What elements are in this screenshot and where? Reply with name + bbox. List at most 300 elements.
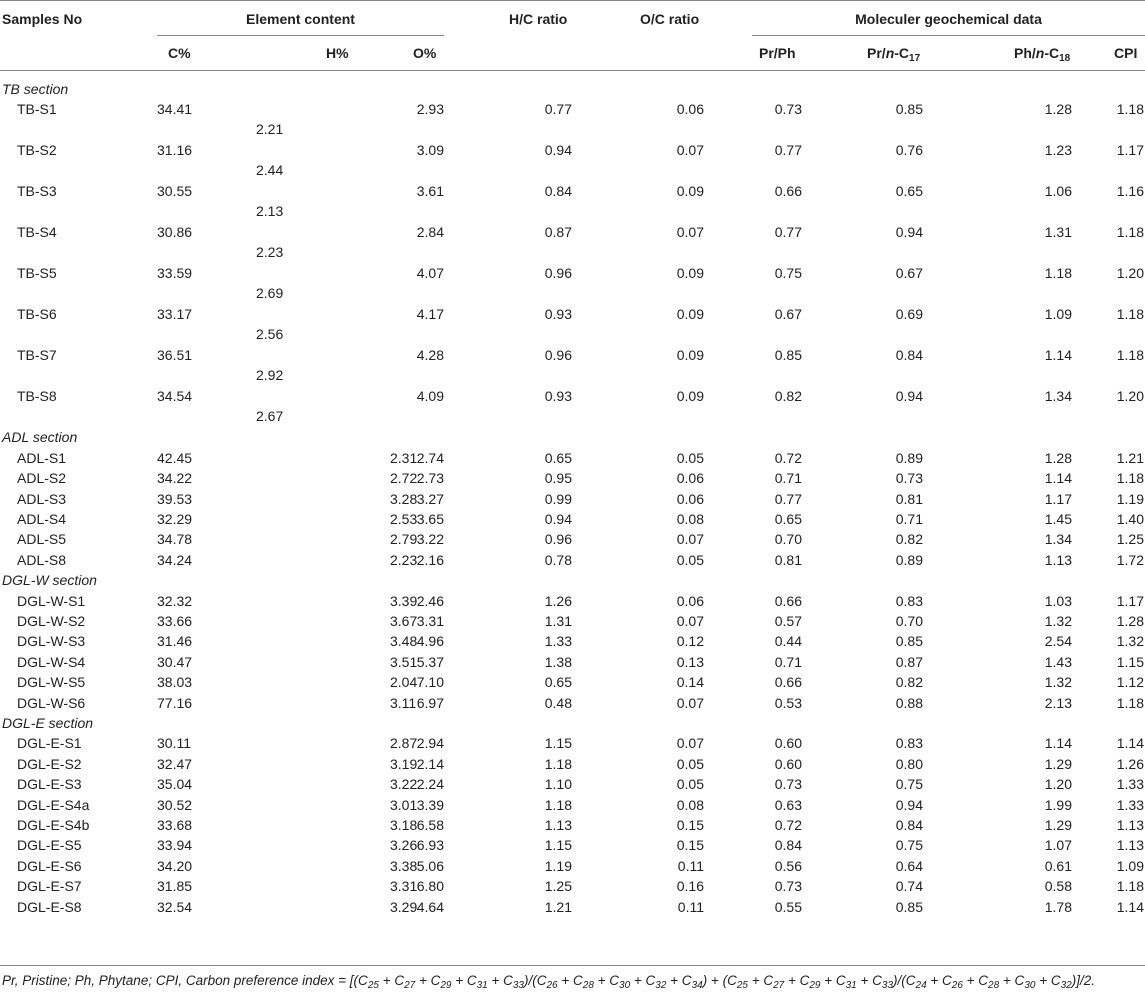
footnote-subscript: 29 bbox=[809, 980, 821, 991]
cell-o-pct: 4.96 bbox=[416, 633, 444, 650]
cell-cpi: 1.13 bbox=[1116, 817, 1144, 833]
cell-ph-n-c18: 2.13 bbox=[1044, 694, 1072, 711]
cell-cpi: 1.26 bbox=[1116, 755, 1144, 772]
cell-hc-ratio: 1.13 bbox=[544, 817, 572, 833]
footnote-subscript: 34 bbox=[691, 980, 703, 991]
cell-c-pct: 34.20 bbox=[157, 857, 193, 874]
footnote-text: + C bbox=[962, 973, 989, 988]
cell-ph-n-c18: 1.34 bbox=[1044, 388, 1072, 405]
cell-oc-ratio: 0.15 bbox=[676, 817, 704, 833]
footnote-subscript: 28 bbox=[988, 980, 1000, 991]
cell-pr-n-c17: 0.80 bbox=[895, 755, 923, 772]
cell-oc-ratio: 0.09 bbox=[676, 347, 704, 364]
cell-ph-n-c18: 1.09 bbox=[1044, 306, 1072, 323]
footnote-text: + C bbox=[747, 973, 774, 988]
cell-c-pct: 39.53 bbox=[157, 490, 193, 507]
footnote-subscript: 32 bbox=[1060, 980, 1072, 991]
element-content-underline bbox=[157, 35, 444, 36]
cell-h-pct: 3.28 bbox=[390, 490, 418, 507]
cell-pr-n-c17: 0.94 bbox=[895, 388, 923, 405]
cell-o-pct: 2.16 bbox=[416, 551, 444, 568]
cell-o-pct: 2.74 bbox=[416, 449, 444, 466]
cell-hc-ratio: 0.65 bbox=[544, 674, 572, 691]
sample-id: ADL-S1 bbox=[17, 449, 67, 466]
cell-cpi: 1.25 bbox=[1116, 531, 1144, 548]
cell-cpi: 1.19 bbox=[1116, 490, 1144, 507]
sample-id: DGL-W-S6 bbox=[17, 694, 86, 711]
cell-pr-ph: 0.75 bbox=[774, 265, 802, 282]
section-title: DGL-W section bbox=[2, 572, 97, 589]
footnote-text: + C bbox=[926, 973, 952, 988]
cell-o-pct: 3.61 bbox=[416, 183, 444, 200]
cell-hc-ratio: 1.15 bbox=[544, 735, 572, 752]
cell-cpi: 1.17 bbox=[1116, 592, 1144, 609]
header-element-content: Element content bbox=[246, 11, 355, 27]
cell-oc-ratio: 0.06 bbox=[676, 470, 704, 487]
cell-c-pct: 30.52 bbox=[157, 796, 193, 813]
cell-pr-n-c17: 0.94 bbox=[895, 796, 923, 813]
header-c-pct: C% bbox=[168, 45, 191, 61]
cell-ph-n-c18: 1.07 bbox=[1044, 837, 1072, 854]
cell-hc-ratio: 0.78 bbox=[544, 551, 572, 568]
cell-oc-ratio: 0.06 bbox=[676, 101, 704, 118]
cell-pr-n-c17: 0.75 bbox=[895, 837, 923, 854]
cell-o-pct: 3.22 bbox=[416, 531, 444, 548]
cell-pr-ph: 0.53 bbox=[774, 694, 802, 711]
cell-h-pct: 3.11 bbox=[390, 694, 417, 711]
cell-cpi: 1.40 bbox=[1116, 511, 1144, 527]
cell-c-pct: 30.86 bbox=[157, 224, 193, 241]
cell-o-pct: 3.65 bbox=[416, 511, 444, 527]
cell-h-pct: 2.13 bbox=[256, 203, 284, 220]
cell-ph-n-c18: 1.32 bbox=[1044, 674, 1072, 691]
cell-ph-n-c18: 1.28 bbox=[1044, 101, 1072, 118]
cell-o-pct: 3.27 bbox=[416, 490, 444, 507]
cell-c-pct: 34.24 bbox=[157, 551, 193, 568]
cell-oc-ratio: 0.07 bbox=[676, 224, 704, 241]
cell-hc-ratio: 0.94 bbox=[544, 511, 572, 527]
cell-c-pct: 38.03 bbox=[157, 674, 193, 691]
cell-h-pct: 2.04 bbox=[390, 674, 418, 691]
footnote-text: + C bbox=[451, 973, 477, 988]
cell-h-pct: 3.26 bbox=[390, 837, 418, 854]
sample-id: DGL-E-S3 bbox=[17, 776, 82, 793]
header-pr-n-c17: $Pr/n-C_{17}$ bbox=[867, 45, 921, 64]
cell-oc-ratio: 0.07 bbox=[676, 694, 704, 711]
cell-oc-ratio: 0.11 bbox=[677, 857, 704, 874]
cell-pr-ph: 0.77 bbox=[774, 490, 802, 507]
footnote-text: + C bbox=[784, 973, 810, 988]
cell-cpi: 1.18 bbox=[1116, 347, 1144, 364]
header-cpi: CPI bbox=[1114, 45, 1138, 61]
footnote-subscript: 27 bbox=[404, 980, 416, 991]
sample-id: TB-S6 bbox=[17, 306, 57, 323]
cell-ph-n-c18: 1.14 bbox=[1044, 470, 1072, 487]
cell-h-pct: 2.79 bbox=[390, 531, 418, 548]
cell-ph-n-c18: 1.03 bbox=[1044, 592, 1072, 609]
cell-hc-ratio: 1.19 bbox=[544, 857, 572, 874]
sample-id: DGL-E-S4b bbox=[17, 817, 90, 833]
sample-id: TB-S1 bbox=[17, 101, 57, 118]
footnote-text: + C bbox=[630, 973, 656, 988]
cell-pr-n-c17: 0.82 bbox=[895, 531, 923, 548]
sample-id: DGL-E-S2 bbox=[17, 755, 82, 772]
cell-ph-n-c18: 1.32 bbox=[1044, 613, 1072, 629]
cell-cpi: 1.20 bbox=[1116, 265, 1144, 282]
cell-pr-n-c17: 0.88 bbox=[895, 694, 923, 711]
cell-h-pct: 2.69 bbox=[256, 285, 284, 302]
cell-ph-n-c18: 1.34 bbox=[1044, 531, 1072, 548]
cell-h-pct: 3.01 bbox=[390, 796, 418, 813]
footnote-subscript: 31 bbox=[476, 980, 488, 991]
cell-oc-ratio: 0.15 bbox=[676, 837, 704, 854]
cell-oc-ratio: 0.05 bbox=[676, 449, 704, 466]
cell-c-pct: 31.85 bbox=[157, 878, 193, 895]
cell-hc-ratio: 0.93 bbox=[544, 388, 572, 405]
cell-c-pct: 30.55 bbox=[157, 183, 193, 200]
cell-hc-ratio: 0.87 bbox=[544, 224, 572, 241]
cell-ph-n-c18: 0.61 bbox=[1044, 857, 1072, 874]
cell-o-pct: 2.84 bbox=[416, 224, 444, 241]
cell-pr-ph: 0.57 bbox=[774, 613, 802, 629]
sample-id: ADL-S3 bbox=[17, 490, 67, 507]
cell-o-pct: 5.06 bbox=[416, 857, 444, 874]
cell-h-pct: 2.56 bbox=[256, 326, 284, 343]
sample-id: TB-S2 bbox=[17, 142, 57, 159]
section-title: TB section bbox=[2, 81, 69, 97]
cell-c-pct: 33.59 bbox=[157, 265, 193, 282]
sample-id: ADL-S4 bbox=[17, 511, 67, 527]
cell-pr-n-c17: 0.74 bbox=[895, 878, 923, 895]
footnote-text: )/(C bbox=[524, 973, 547, 988]
sample-id: TB-S5 bbox=[17, 265, 57, 282]
cell-h-pct: 3.29 bbox=[390, 898, 418, 915]
cell-c-pct: 42.45 bbox=[157, 449, 193, 466]
footnote-subscript: 26 bbox=[546, 980, 558, 991]
cell-pr-ph: 0.63 bbox=[774, 796, 802, 813]
sample-id: DGL-E-S6 bbox=[17, 857, 82, 874]
cell-cpi: 1.20 bbox=[1116, 388, 1144, 405]
footnote-subscript: 32 bbox=[655, 980, 667, 991]
cell-oc-ratio: 0.05 bbox=[676, 551, 704, 568]
cell-pr-n-c17: 0.67 bbox=[895, 265, 923, 282]
cell-ph-n-c18: 1.14 bbox=[1044, 735, 1072, 752]
cell-h-pct: 3.38 bbox=[390, 857, 418, 874]
cell-pr-n-c17: 0.85 bbox=[895, 101, 923, 118]
header-samples-no: Samples No bbox=[2, 11, 83, 27]
cell-h-pct: 2.31 bbox=[390, 449, 418, 466]
footnote: Pr, Pristine; Ph, Phytane; CPI, Carbon preference index = $[(C_{25} + C_{27} + C_{29} + C_{31} + C_{33})/(C_{26} + C_{28} + C_{30} + C_{32} + C_{34}) + (C_{25} + C_{27} + C_{29} + C_{31} + C_{33})/(C_{24} + C_{26} + C_{28} + C_{30} + C_{32})]/2$. bbox=[2, 973, 1095, 991]
cell-hc-ratio: 1.31 bbox=[544, 613, 572, 629]
cell-pr-n-c17: 0.70 bbox=[895, 613, 923, 629]
cell-cpi: 1.15 bbox=[1116, 653, 1144, 670]
cell-hc-ratio: 1.25 bbox=[544, 878, 572, 895]
cell-hc-ratio: 0.77 bbox=[544, 101, 572, 118]
cell-o-pct: 6.93 bbox=[416, 837, 444, 854]
header-oc-ratio: O/C ratio bbox=[640, 11, 700, 27]
cell-hc-ratio: 0.96 bbox=[544, 265, 572, 282]
cell-ph-n-c18: 0.58 bbox=[1044, 878, 1072, 895]
cell-pr-n-c17: 0.89 bbox=[895, 449, 923, 466]
footnote-text: + C bbox=[378, 973, 405, 988]
footnote-text: + C bbox=[487, 973, 513, 988]
cell-pr-n-c17: 0.89 bbox=[895, 551, 923, 568]
cell-cpi: 1.18 bbox=[1116, 878, 1144, 895]
cell-hc-ratio: 1.18 bbox=[544, 755, 572, 772]
header-hc-ratio: H/C ratio bbox=[509, 11, 568, 27]
cell-o-pct: 3.39 bbox=[416, 796, 444, 813]
cell-pr-ph: 0.60 bbox=[774, 735, 802, 752]
cell-oc-ratio: 0.08 bbox=[676, 796, 704, 813]
cell-cpi: 1.33 bbox=[1116, 776, 1144, 793]
footnote-text: ) + (C bbox=[702, 973, 737, 988]
header-bottom-rule bbox=[0, 70, 1145, 71]
cell-h-pct: 2.72 bbox=[390, 470, 418, 487]
cell-cpi: 1.14 bbox=[1116, 735, 1144, 752]
cell-o-pct: 6.80 bbox=[416, 878, 444, 895]
cell-cpi: 1.12 bbox=[1116, 674, 1144, 691]
cell-c-pct: 35.04 bbox=[157, 776, 193, 793]
cell-oc-ratio: 0.09 bbox=[676, 388, 704, 405]
cell-o-pct: 5.37 bbox=[416, 653, 444, 670]
cell-o-pct: 4.09 bbox=[416, 388, 444, 405]
section-title: ADL section bbox=[2, 429, 78, 446]
cell-o-pct: 7.10 bbox=[416, 674, 444, 691]
footnote-subscript: 24 bbox=[915, 980, 927, 991]
cell-hc-ratio: 1.18 bbox=[544, 796, 572, 813]
cell-c-pct: 34.41 bbox=[157, 101, 193, 118]
cell-o-pct: 4.17 bbox=[416, 306, 444, 323]
cell-pr-n-c17: 0.69 bbox=[895, 306, 923, 323]
cell-cpi: 1.16 bbox=[1116, 183, 1144, 200]
cell-oc-ratio: 0.12 bbox=[676, 633, 704, 650]
footnote-text: + C bbox=[666, 973, 692, 988]
cell-pr-ph: 0.60 bbox=[774, 755, 802, 772]
footnote-subscript: 25 bbox=[736, 980, 748, 991]
cell-c-pct: 32.32 bbox=[157, 592, 193, 609]
cell-o-pct: 6.97 bbox=[416, 694, 444, 711]
cell-pr-ph: 0.44 bbox=[774, 633, 802, 650]
cell-h-pct: 3.18 bbox=[390, 817, 418, 833]
cell-hc-ratio: 0.96 bbox=[544, 347, 572, 364]
footnote-text: + C bbox=[1035, 973, 1061, 988]
cell-pr-ph: 0.56 bbox=[774, 857, 802, 874]
cell-oc-ratio: 0.13 bbox=[676, 653, 704, 670]
sample-id: TB-S4 bbox=[17, 224, 57, 241]
footnote-text: + C bbox=[557, 973, 583, 988]
cell-o-pct: 2.73 bbox=[416, 470, 444, 487]
footnote-text: )/(C bbox=[893, 973, 916, 988]
cell-o-pct: 3.31 bbox=[416, 613, 444, 629]
cell-o-pct: 4.64 bbox=[416, 898, 444, 915]
cell-cpi: 1.28 bbox=[1116, 613, 1144, 629]
footnote-subscript: 25 bbox=[367, 980, 379, 991]
sample-id: DGL-W-S2 bbox=[17, 613, 86, 629]
cell-hc-ratio: 0.94 bbox=[544, 142, 572, 159]
cell-pr-n-c17: 0.83 bbox=[895, 735, 923, 752]
cell-hc-ratio: 0.48 bbox=[544, 694, 572, 711]
cell-pr-n-c17: 0.65 bbox=[895, 183, 923, 200]
footnote-subscript: 30 bbox=[1024, 980, 1036, 991]
cell-ph-n-c18: 1.43 bbox=[1044, 653, 1072, 670]
cell-pr-ph: 0.73 bbox=[774, 776, 802, 793]
cell-pr-ph: 0.55 bbox=[774, 898, 802, 915]
footnote-text: + C bbox=[593, 973, 620, 988]
cell-c-pct: 30.11 bbox=[157, 735, 191, 752]
cell-pr-n-c17: 0.73 bbox=[895, 470, 923, 487]
cell-h-pct: 2.53 bbox=[390, 511, 418, 527]
cell-o-pct: 2.94 bbox=[416, 735, 444, 752]
header-pr-ph: Pr/Ph bbox=[759, 45, 796, 61]
cell-cpi: 1.18 bbox=[1116, 306, 1144, 323]
cell-pr-n-c17: 0.81 bbox=[895, 490, 923, 507]
sample-id: ADL-S8 bbox=[17, 551, 67, 568]
sample-id: TB-S8 bbox=[17, 388, 57, 405]
cell-pr-n-c17: 0.85 bbox=[895, 633, 923, 650]
sample-id: DGL-E-S1 bbox=[17, 735, 82, 752]
cell-pr-ph: 0.72 bbox=[774, 449, 802, 466]
cell-cpi: 1.32 bbox=[1116, 633, 1144, 650]
cell-cpi: 1.17 bbox=[1116, 142, 1144, 159]
cell-c-pct: 33.68 bbox=[157, 817, 193, 833]
cell-pr-ph: 0.73 bbox=[774, 878, 802, 895]
cell-h-pct: 3.22 bbox=[390, 776, 418, 793]
header-h-pct: H% bbox=[326, 45, 349, 61]
sample-id: DGL-W-S5 bbox=[17, 674, 86, 691]
cell-ph-n-c18: 2.54 bbox=[1044, 633, 1072, 650]
cell-oc-ratio: 0.09 bbox=[676, 265, 704, 282]
cell-c-pct: 34.78 bbox=[157, 531, 193, 548]
cell-pr-ph: 0.77 bbox=[774, 224, 802, 241]
cell-hc-ratio: 1.33 bbox=[544, 633, 572, 650]
footnote-text: + C bbox=[415, 973, 441, 988]
cell-pr-ph: 0.66 bbox=[774, 183, 802, 200]
cell-pr-n-c17: 0.83 bbox=[895, 592, 923, 609]
cell-hc-ratio: 1.38 bbox=[544, 653, 572, 670]
cell-o-pct: 6.58 bbox=[416, 817, 444, 833]
cell-c-pct: 34.22 bbox=[157, 470, 193, 487]
header-o-pct: O% bbox=[413, 45, 437, 61]
cell-cpi: 1.21 bbox=[1116, 449, 1144, 466]
cell-pr-ph: 0.66 bbox=[774, 674, 802, 691]
cell-c-pct: 77.16 bbox=[157, 694, 193, 711]
cell-pr-n-c17: 0.75 bbox=[895, 776, 923, 793]
cell-o-pct: 4.07 bbox=[416, 265, 444, 282]
sample-id: DGL-W-S1 bbox=[17, 592, 86, 609]
table-bottom-rule bbox=[0, 965, 1145, 966]
footnote-subscript: 29 bbox=[440, 980, 452, 991]
header-molecular-data: Moleculer geochemical data bbox=[855, 11, 1042, 27]
cell-oc-ratio: 0.07 bbox=[676, 142, 704, 159]
cell-h-pct: 3.48 bbox=[390, 633, 418, 650]
sample-id: DGL-E-S5 bbox=[17, 837, 82, 854]
cell-ph-n-c18: 1.18 bbox=[1044, 265, 1072, 282]
cell-h-pct: 2.23 bbox=[256, 244, 284, 261]
sample-id: TB-S3 bbox=[17, 183, 57, 200]
sample-id: DGL-E-S8 bbox=[17, 898, 82, 915]
cell-h-pct: 3.51 bbox=[390, 653, 418, 670]
cell-hc-ratio: 0.93 bbox=[544, 306, 572, 323]
footnote-subscript: 28 bbox=[582, 980, 594, 991]
cell-oc-ratio: 0.05 bbox=[676, 776, 704, 793]
cell-cpi: 1.14 bbox=[1116, 898, 1144, 915]
cell-oc-ratio: 0.09 bbox=[676, 306, 704, 323]
cell-oc-ratio: 0.06 bbox=[676, 490, 704, 507]
footnote-subscript: 33 bbox=[512, 980, 524, 991]
cell-pr-n-c17: 0.76 bbox=[895, 142, 923, 159]
cell-pr-ph: 0.72 bbox=[774, 817, 802, 833]
cell-ph-n-c18: 1.29 bbox=[1044, 755, 1072, 772]
cell-cpi: 1.72 bbox=[1116, 551, 1144, 568]
footnote-text: + C bbox=[856, 973, 882, 988]
cell-pr-n-c17: 0.71 bbox=[895, 511, 923, 527]
cell-pr-ph: 0.71 bbox=[774, 653, 802, 670]
cell-pr-ph: 0.85 bbox=[774, 347, 802, 364]
cell-pr-n-c17: 0.87 bbox=[895, 653, 923, 670]
section-title: DGL-E section bbox=[2, 715, 94, 731]
cell-c-pct: 33.17 bbox=[157, 306, 193, 323]
cell-ph-n-c18: 1.29 bbox=[1044, 817, 1072, 833]
cell-h-pct: 2.87 bbox=[390, 735, 418, 752]
cell-pr-ph: 0.71 bbox=[774, 470, 802, 487]
cell-o-pct: 4.28 bbox=[416, 347, 444, 364]
sample-id: ADL-S5 bbox=[17, 531, 67, 548]
cell-pr-n-c17: 0.64 bbox=[895, 857, 923, 874]
cell-hc-ratio: 0.95 bbox=[544, 470, 572, 487]
cell-c-pct: 31.46 bbox=[157, 633, 193, 650]
cell-pr-ph: 0.77 bbox=[774, 142, 802, 159]
cell-cpi: 1.18 bbox=[1116, 694, 1144, 711]
cell-cpi: 1.18 bbox=[1116, 470, 1144, 487]
cell-hc-ratio: 1.15 bbox=[544, 837, 572, 854]
cell-pr-n-c17: 0.85 bbox=[895, 898, 923, 915]
cell-cpi: 1.13 bbox=[1116, 837, 1144, 854]
cell-ph-n-c18: 1.23 bbox=[1044, 142, 1072, 159]
cell-oc-ratio: 0.07 bbox=[676, 613, 704, 629]
cell-oc-ratio: 0.05 bbox=[676, 755, 704, 772]
cell-h-pct: 3.67 bbox=[390, 613, 418, 629]
footnote-text: + C bbox=[820, 973, 846, 988]
cell-pr-n-c17: 0.82 bbox=[895, 674, 923, 691]
cell-oc-ratio: 0.16 bbox=[676, 878, 704, 895]
header-ph-n-c18: $Ph/n-C_{18}$ bbox=[1014, 45, 1071, 64]
footnote-subscript: 27 bbox=[773, 980, 785, 991]
molecular-data-underline bbox=[752, 35, 1145, 36]
cell-h-pct: 3.39 bbox=[390, 592, 418, 609]
cell-o-pct: 2.24 bbox=[416, 776, 444, 793]
footnote-text: + C bbox=[999, 973, 1025, 988]
cell-ph-n-c18: 1.17 bbox=[1044, 490, 1072, 507]
footnote-subscript: 30 bbox=[619, 980, 631, 991]
cell-c-pct: 36.51 bbox=[157, 347, 193, 364]
cell-pr-n-c17: 0.84 bbox=[895, 347, 923, 364]
cell-c-pct: 32.47 bbox=[157, 755, 193, 772]
cell-c-pct: 33.66 bbox=[157, 613, 193, 629]
cell-o-pct: 2.14 bbox=[416, 755, 444, 772]
cell-c-pct: 32.54 bbox=[157, 898, 193, 915]
cell-pr-ph: 0.65 bbox=[774, 511, 802, 527]
cell-c-pct: 32.29 bbox=[157, 511, 193, 527]
cell-c-pct: 31.16 bbox=[157, 142, 193, 159]
cell-cpi: 1.18 bbox=[1116, 224, 1144, 241]
footnote-subscript: 33 bbox=[881, 980, 894, 991]
cell-ph-n-c18: 1.13 bbox=[1044, 551, 1072, 568]
cell-cpi: 1.18 bbox=[1116, 101, 1144, 118]
sample-id: TB-S7 bbox=[17, 347, 57, 364]
cell-hc-ratio: 0.96 bbox=[544, 531, 572, 548]
cell-hc-ratio: 0.99 bbox=[544, 490, 572, 507]
cell-cpi: 1.09 bbox=[1116, 857, 1144, 874]
